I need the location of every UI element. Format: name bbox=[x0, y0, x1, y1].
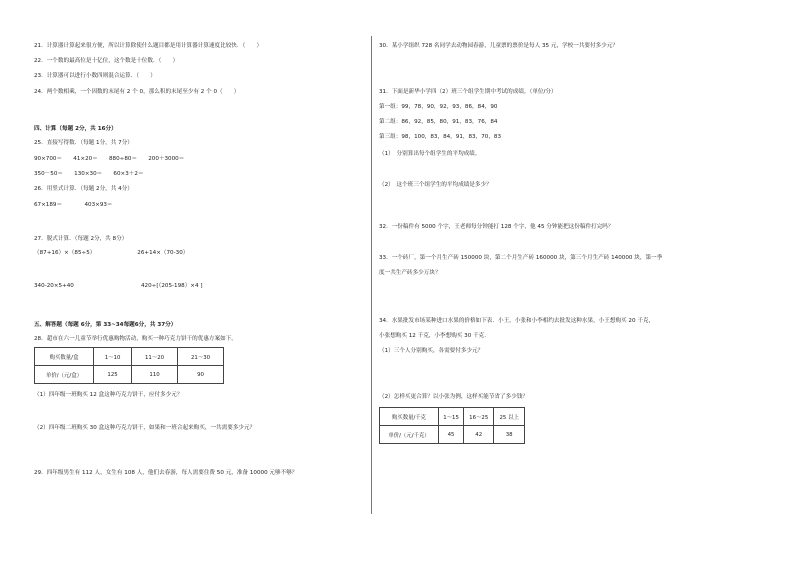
section-5-heading: 五、解答题（每题 6分，第 33~34每题6分，共 37分） bbox=[34, 322, 177, 328]
vertical-calc-row: 67×189＝ 403×93＝ bbox=[34, 202, 113, 208]
right-column bbox=[373, 0, 794, 562]
table-cell: 110 bbox=[132, 366, 178, 384]
question-28: 28．超市在六一儿童节举行优惠购物活动，购买一种巧克力饼干的优惠方案如下。 bbox=[34, 336, 237, 342]
column-divider bbox=[371, 36, 372, 514]
question-33-line-1: 33．一个砖厂，第一个月生产砖 150000 块，第二个月生产砖 160000 块，第三个月生产砖 140000 块，第一季 bbox=[379, 255, 663, 261]
table-row bbox=[35, 366, 224, 384]
question-32: 32．一份稿件有 5000 个字，王老师每分钟能打 128 个字，他 45 分钟能把这份稿件打完吗？ bbox=[379, 224, 614, 230]
stepwise-row-1: （87+16）×（85÷5） 26+14×（70-30） bbox=[34, 250, 189, 256]
left-column bbox=[0, 0, 372, 562]
table-cell: 38 bbox=[494, 426, 525, 444]
question-28-part-2: （2）四年级二班购买 30 盒这种巧克力饼干，如果和一班合起来购买，一共需要多少元？ bbox=[34, 425, 256, 431]
table-cell: 45 bbox=[439, 426, 464, 444]
group-3-scores: 第三组：98，100，83，84，91，83，70，83 bbox=[379, 134, 502, 140]
chocolate-price-table bbox=[34, 347, 224, 384]
question-27: 27．脱式计算．（每题 2分，共 8分） bbox=[34, 236, 128, 242]
table-cell: 25 以上 bbox=[494, 408, 525, 426]
table-cell: 125 bbox=[94, 366, 132, 384]
question-34-line-1: 34．水果批发市场某种进口水果的价格如下表．小王，小张和小李相约去批发这种水果，小王想购买 20 千克， bbox=[379, 318, 655, 324]
question-31-part-2: （2） 这个班三个组学生的平均成绩是多少？ bbox=[379, 182, 492, 188]
question-26: 26．用竖式计算．（每题 2分，共 4分） bbox=[34, 186, 133, 192]
fruit-price-table bbox=[379, 407, 525, 444]
group-2-scores: 第二组：86，92，85，80，91，83，76，84 bbox=[379, 119, 498, 125]
table-cell: 单价/（元/千克） bbox=[380, 426, 439, 444]
question-33-line-2: 度一共生产砖多少万块？ bbox=[379, 270, 441, 276]
table-row bbox=[35, 348, 224, 366]
table-cell: 16～25 bbox=[464, 408, 494, 426]
table-cell: 90 bbox=[178, 366, 224, 384]
stepwise-row-2: 340-20×5+40 420÷[（205-198）×4 ] bbox=[34, 283, 203, 289]
question-28-part-1: （1）四年级一班购买 12 盒这种巧克力饼干，应付多少元？ bbox=[34, 392, 183, 398]
table-cell: 购买数量/千克 bbox=[380, 408, 439, 426]
question-22: 22．一个数的最高位是十亿位，这个数是十位数．（ ） bbox=[34, 58, 179, 64]
question-25: 25．直接写得数．（每题 1分，共 7分） bbox=[34, 140, 133, 146]
question-34-part-1: （1）三个人分别购买，各需要付多少元？ bbox=[379, 348, 484, 354]
table-cell: 单价/（元/盒） bbox=[35, 366, 94, 384]
table-cell: 42 bbox=[464, 426, 494, 444]
question-23: 23．计算器可以进行小数四则混合运算．（ ） bbox=[34, 73, 156, 79]
question-31: 31．下面是新华小学四（2）班三个组学生期中考试的成绩。（单位/分） bbox=[379, 89, 557, 95]
question-24: 24．两个数相乘，一个因数的末尾有 2 个 0，那么积的末尾至少有 2 个 0（ ） bbox=[34, 89, 240, 95]
table-cell: 1～10 bbox=[94, 348, 132, 366]
table-cell: 1～15 bbox=[439, 408, 464, 426]
question-29: 29．四年级男生有 112 人，女生有 108 人，他们去春游，每人需要住费 50 元，准备 10000 元够不够？ bbox=[34, 470, 298, 476]
table-row bbox=[380, 408, 525, 426]
table-row bbox=[380, 426, 525, 444]
question-34-line-2: 小张想购买 12 千克，小李想购买 30 千克． bbox=[379, 333, 490, 339]
question-31-part-1: （1） 分别算出每个组学生的平均成绩。 bbox=[379, 151, 481, 157]
section-4-heading: 四、计算（每题 2分，共 16分） bbox=[34, 126, 117, 132]
table-cell: 购买数量/盒 bbox=[35, 348, 94, 366]
table-cell: 21～30 bbox=[178, 348, 224, 366]
question-34-part-2: （2）怎样买更合算？以小张为例，这样买能节省了多少钱？ bbox=[379, 394, 528, 400]
table-cell: 11～20 bbox=[132, 348, 178, 366]
oral-calc-row-1: 90×700＝ 41×20＝ 880÷80＝ 200＋3000＝ bbox=[34, 156, 185, 162]
question-21: 21．计算器计算起来很方便，所以计算除使什么题目都是用计算器计算速度比较快．（ ） bbox=[34, 43, 263, 49]
question-30: 30．某小学组织 728 名同学去动物园春游，儿童票的票价是每人 35 元，学校一共要付多少元？ bbox=[379, 43, 618, 49]
group-1-scores: 第一组：99，78，90，92，93，86，84，90 bbox=[379, 104, 498, 110]
oral-calc-row-2: 350－50＝ 130×30＝ 60×3＋2＝ bbox=[34, 171, 144, 177]
